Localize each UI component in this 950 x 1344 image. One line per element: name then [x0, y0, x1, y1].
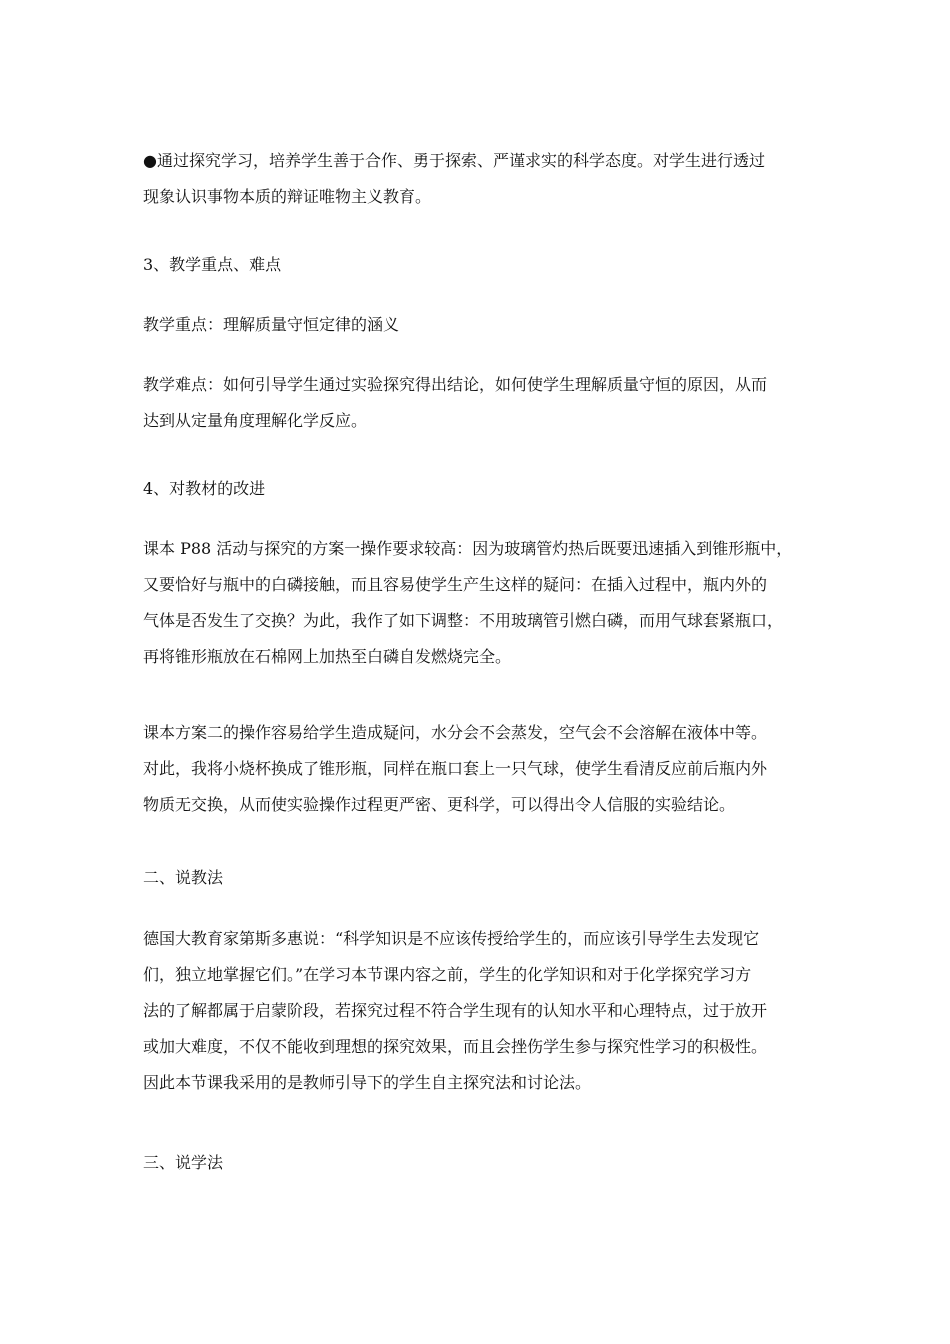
text-line: 课本 P88 活动与探究的方案一操作要求较高：因为玻璃管灼热后既要迅速插入到锥形瓶中， [143, 539, 793, 558]
section-heading-textbook-improvement [143, 476, 811, 512]
heading-text: 二、说教法 [143, 868, 224, 887]
paragraph-key-point [143, 312, 811, 348]
text-line: 教学重点：理解质量守恒定律的涵义 [143, 315, 400, 334]
heading-text: 3、教学重点、难点 [143, 255, 282, 274]
section-heading-key-points [143, 252, 811, 288]
text-line: 物质无交换，从而使实验操作过程更严密、更科学，可以得出令人信服的实验结论。 [143, 795, 736, 814]
text-line: 现象认识事物本质的辩证唯物主义教育。 [143, 187, 432, 206]
text-line: 或加大难度，不仅不能收到理想的探究效果，而且会挫伤学生参与探究性学习的积极性。 [143, 1037, 768, 1056]
section-heading-teaching-method [143, 865, 811, 901]
paragraph-goal [143, 148, 811, 220]
paragraph-difficulty [143, 372, 811, 444]
text-line: 再将锥形瓶放在石棉网上加热至白磷自发燃烧完全。 [143, 647, 512, 666]
text-line: 又要恰好与瓶中的白磷接触，而且容易使学生产生这样的疑问：在插入过程中，瓶内外的 [143, 575, 768, 594]
paragraph-plan-two [143, 720, 811, 828]
text-line: ●通过探究学习，培养学生善于合作、勇于探索、严谨求实的科学态度。对学生进行透过 [143, 151, 765, 170]
section-heading-learning-method [143, 1150, 811, 1186]
heading-text: 三、说学法 [143, 1153, 224, 1172]
paragraph-plan-one [143, 536, 811, 680]
text-line: 对此，我将小烧杯换成了锥形瓶，同样在瓶口套上一只气球，使学生看清反应前后瓶内外 [143, 759, 768, 778]
text-line: 因此本节课我采用的是教师引导下的学生自主探究法和讨论法。 [143, 1073, 592, 1092]
text-line: 课本方案二的操作容易给学生造成疑问，水分会不会蒸发，空气会不会溶解在液体中等。 [143, 723, 768, 742]
text-line: 法的了解都属于启蒙阶段，若探究过程不符合学生现有的认知水平和心理特点，过于放开 [143, 1001, 768, 1020]
text-line: 教学难点：如何引导学生通过实验探究得出结论，如何使学生理解质量守恒的原因，从而 [143, 375, 768, 394]
text-line: 们，独立地掌握它们。”在学习本节课内容之前，学生的化学知识和对于化学探究学习方 [143, 965, 752, 984]
heading-text: 4、对教材的改进 [143, 479, 266, 498]
text-line: 达到从定量角度理解化学反应。 [143, 411, 368, 430]
text-line: 气体是否发生了交换？为此，我作了如下调整：不用玻璃管引燃白磷，而用气球套紧瓶口， [143, 611, 784, 630]
text-line: 德国大教育家第斯多惠说：“科学知识是不应该传授给学生的，而应该引导学生去发现它 [143, 929, 760, 948]
paragraph-teaching-method [143, 926, 811, 1106]
